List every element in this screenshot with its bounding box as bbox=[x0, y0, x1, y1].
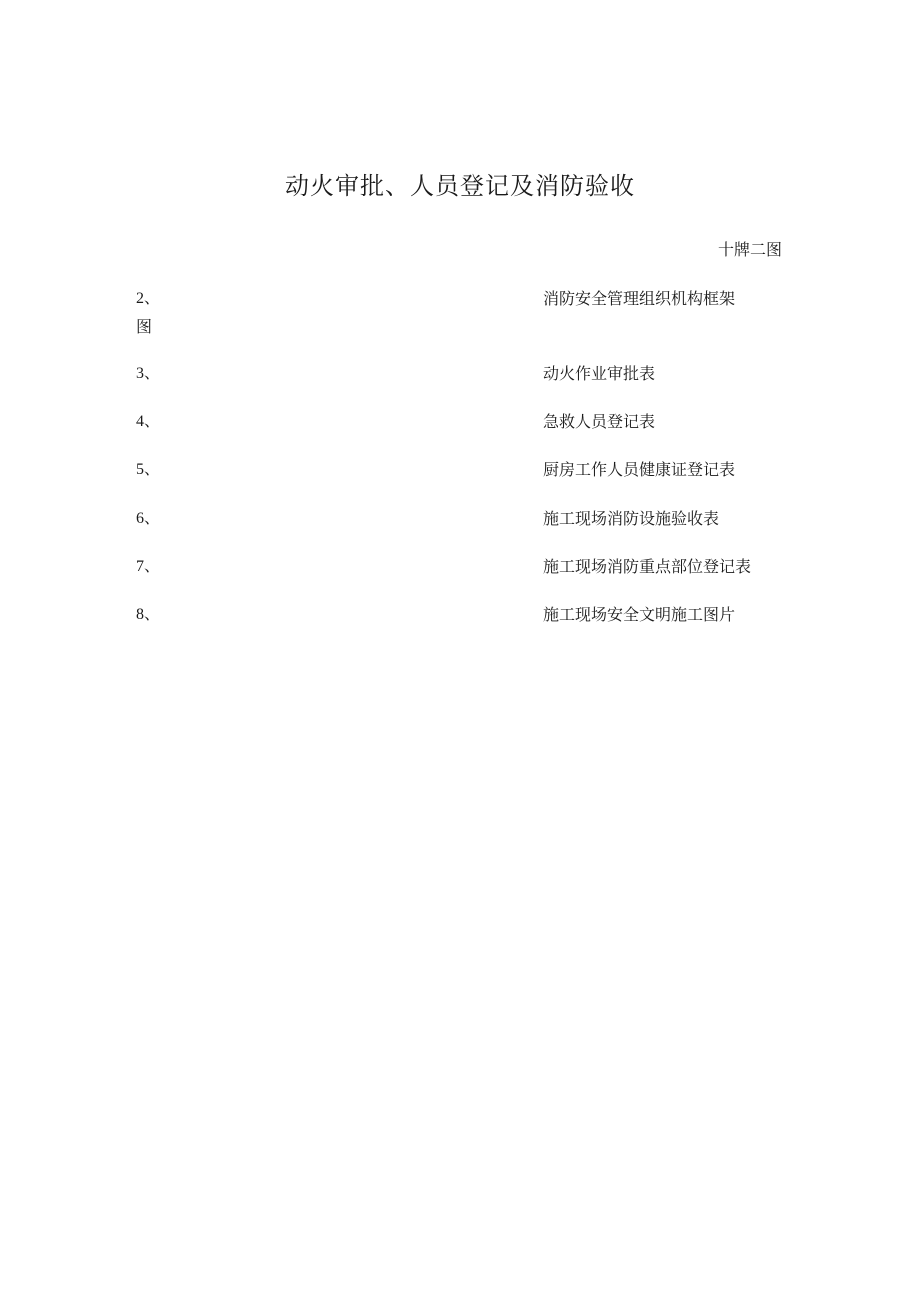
toc-item-number: 7、 bbox=[136, 558, 161, 575]
toc-item-text: 施工现场安全文明施工图片 bbox=[543, 605, 736, 624]
page-title: 动火审批、人员登记及消防验收 bbox=[285, 172, 635, 200]
toc-item-number: 5、 bbox=[136, 461, 161, 478]
toc-item-text: 施工现场消防重点部位登记表 bbox=[543, 557, 752, 576]
toc-item-number: 2、 bbox=[136, 290, 161, 307]
toc-item-text: 消防安全管理组织机构框架 bbox=[543, 289, 736, 308]
toc-item-text: 施工现场消防设施验收表 bbox=[543, 509, 720, 528]
toc-item-number: 4、 bbox=[136, 413, 161, 430]
page-subtitle: 十牌二图 bbox=[717, 240, 782, 259]
toc-item-number: 8、 bbox=[136, 606, 161, 623]
toc-item-number: 3、 bbox=[136, 365, 161, 382]
toc-item-continuation: 图 bbox=[136, 317, 153, 336]
toc-item-number: 6、 bbox=[136, 510, 161, 527]
toc-item-text: 动火作业审批表 bbox=[543, 364, 656, 383]
toc-item-text: 厨房工作人员健康证登记表 bbox=[543, 460, 736, 479]
toc-item-text: 急救人员登记表 bbox=[543, 412, 656, 431]
